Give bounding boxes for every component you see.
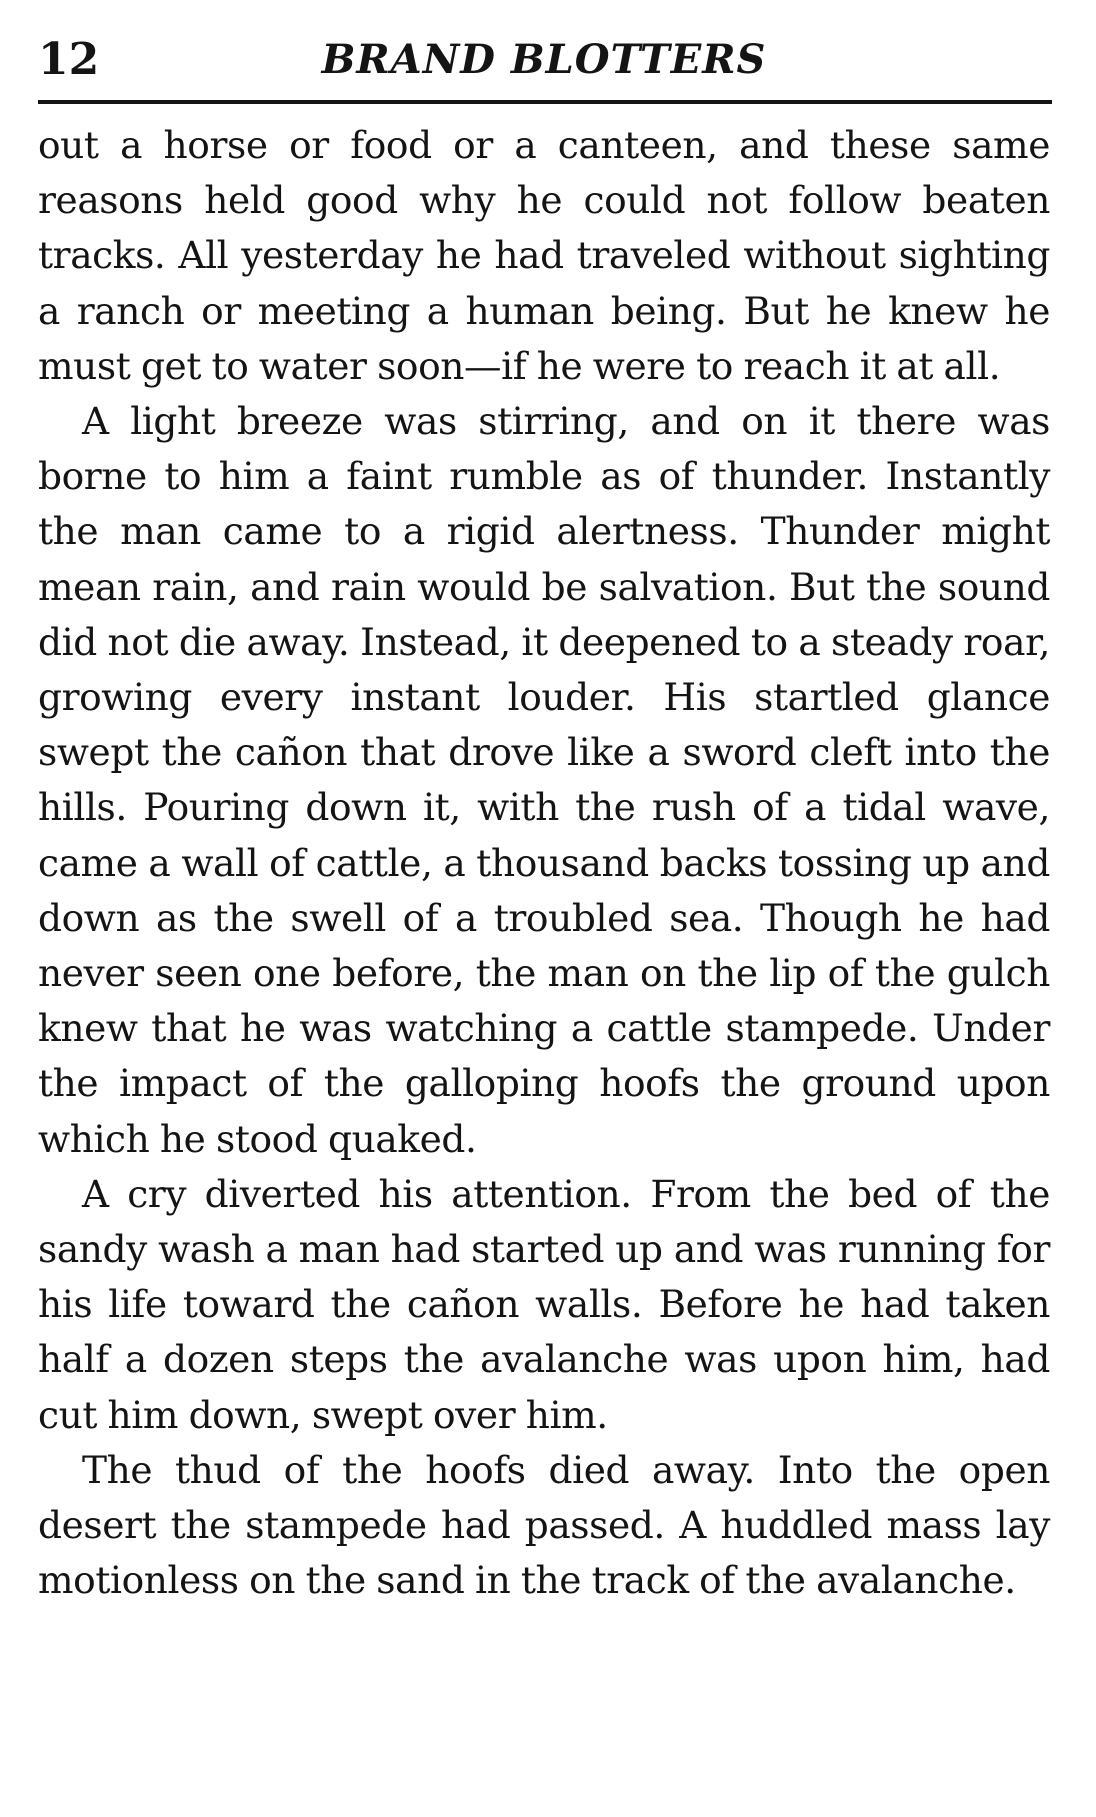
running-head	[38, 30, 1050, 92]
paragraph-continued: out a horse or food or a canteen, and these same reasons held good why he could not follow beaten tracks. All yesterday he had traveled without sighting a ranch or meeting a human being. But he knew he must get to water soon—if he were to reach it at all.	[38, 123, 1050, 388]
header-rule	[38, 100, 1052, 104]
running-title: BRAND BLOTTERS	[321, 36, 767, 83]
page-number: 12	[38, 34, 100, 85]
paragraph-breeze: A light breeze was stirring, and on it there was borne to him a faint rumble as of thunder. Instantly the man came to a rigid alertness. Thunder might mean rain, and rain would be salvation. But the sound did not die away. Instead, it deepened to a steady roar, growing every instant louder. His startled glance swept the cañon that drove like a sword cleft into the hills. Pouring down it, with the rush of a tidal wave, came a wall of cattle, a thousand backs tossing up and down as the swell of a troubled sea. Though he had never seen one before, the man on the lip of the gulch knew that he was watching a cattle stampede. Under the impact of the galloping hoofs the ground upon which he stood quaked.	[38, 399, 1050, 1161]
body-text	[38, 118, 1050, 1608]
paragraph-cry: A cry diverted his attention. From the bed of the sandy wash a man had started up and was running for his life toward the cañon walls. Before he had taken half a dozen steps the avalanche was upon him, had cut him down, swept over him.	[38, 1171, 1050, 1437]
paragraph-thud: The thud of the hoofs died away. Into the open desert the stampede had passed. A huddled mass lay motionless on the sand in the track of the avalanche.	[38, 1447, 1050, 1603]
